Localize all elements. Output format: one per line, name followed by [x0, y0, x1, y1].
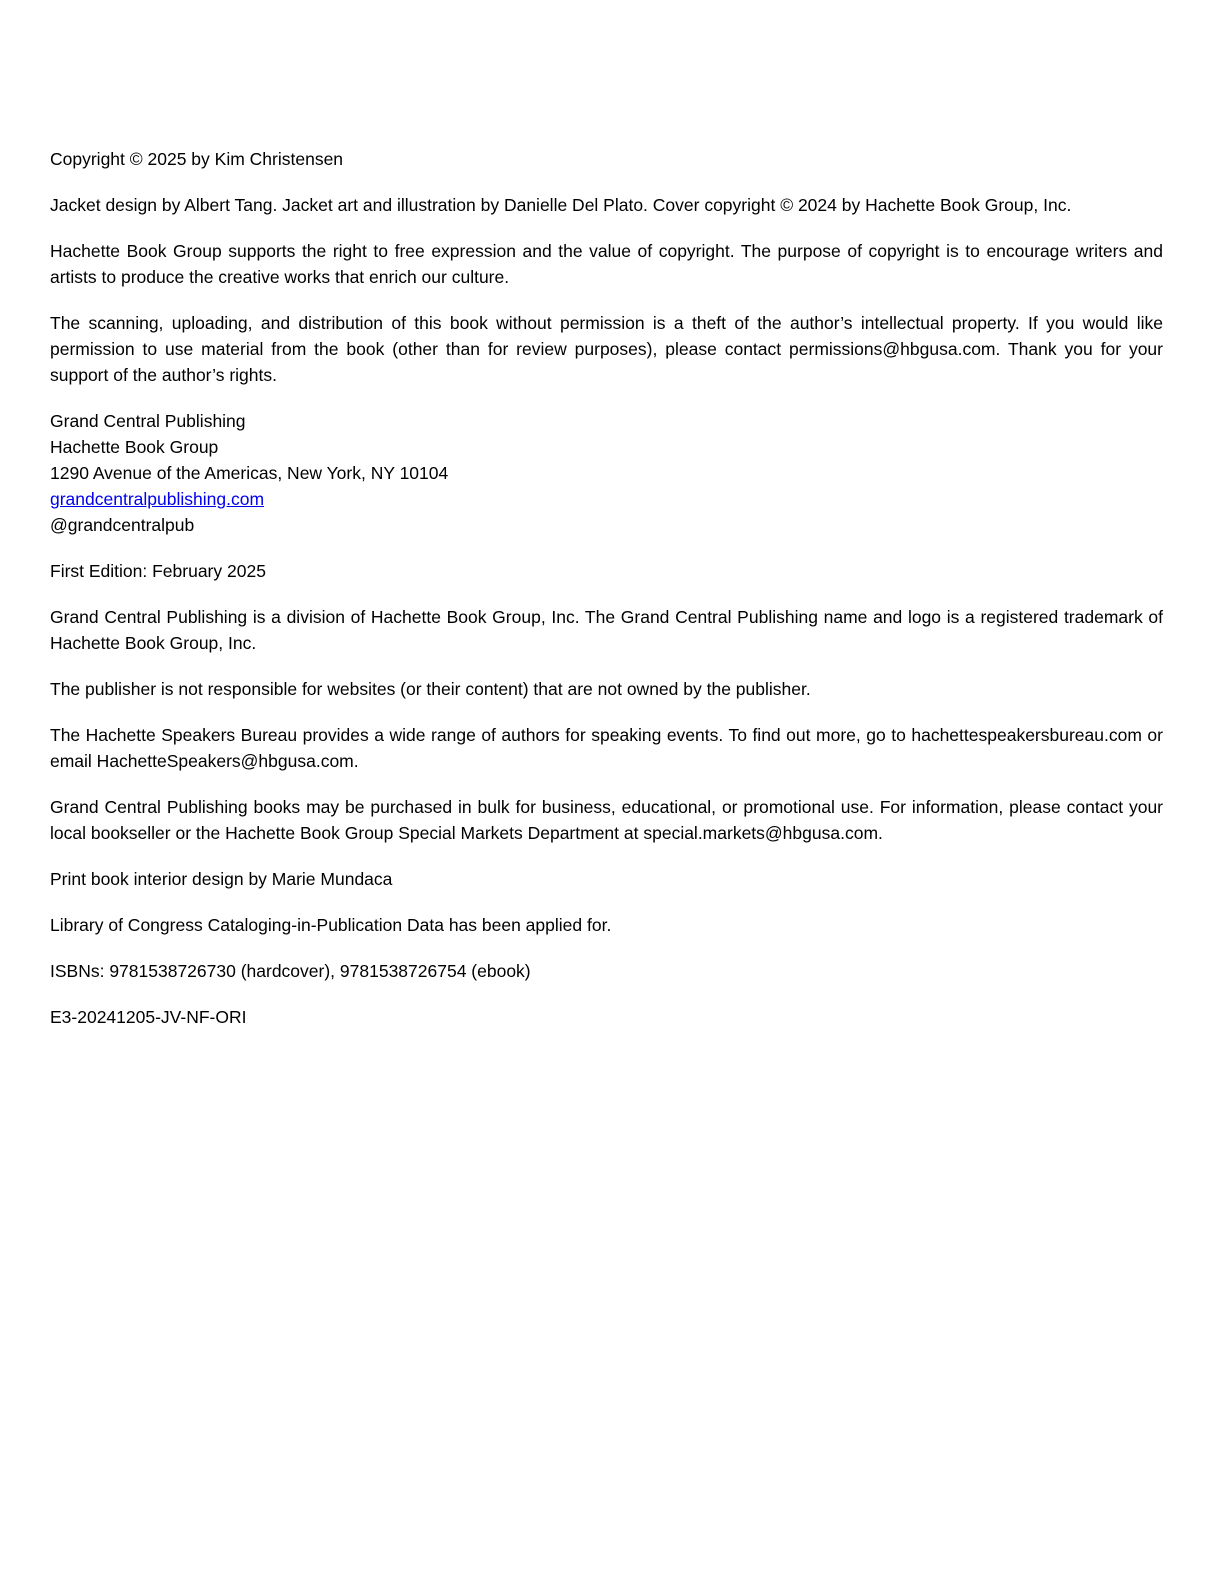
free-expression-notice: Hachette Book Group supports the right to free expression and the value of copyright. The purpose of copyright is to encourage writers and artists to produce the creative works that enrich our culture.	[50, 241, 1163, 287]
isbn-line: ISBNs: 9781538726730 (hardcover), 9781538726754 (ebook)	[50, 961, 531, 981]
publisher-website-link[interactable]: grandcentralpublishing.com	[50, 489, 265, 509]
loc-cataloging-line: Library of Congress Cataloging-in-Publication Data has been applied for.	[50, 915, 612, 935]
division-notice: Grand Central Publishing is a division of Hachette Book Group, Inc. The Grand Central Publishing name and logo is a registered trademark of Hachette Book Group, Inc.	[50, 607, 1163, 653]
edition-line: First Edition: February 2025	[50, 561, 266, 581]
interior-design-credit: Print book interior design by Marie Mundaca	[50, 869, 393, 889]
publisher-group: Hachette Book Group	[50, 437, 219, 457]
bulk-purchase-notice: Grand Central Publishing books may be purchased in bulk for business, educational, or promotional use. For information, please contact your local bookseller or the Hachette Book Group Special Markets Department at special.markets@hbgusa.com.	[50, 797, 1163, 843]
ebook-code-line: E3-20241205-JV-NF-ORI	[50, 1007, 247, 1027]
publisher-social-handle: @grandcentralpub	[50, 515, 195, 535]
copyright-line: Copyright © 2025 by Kim Christensen	[50, 149, 344, 169]
publisher-name: Grand Central Publishing	[50, 411, 246, 431]
piracy-notice: The scanning, uploading, and distribution of this book without permission is a theft of the author’s intellectual property. If you would like permission to use material from the book (other than for review purposes), please contact permissions@hbgusa.com. Thank you for your support of the author’s rights.	[50, 313, 1163, 385]
copyright-page	[50, 146, 1163, 1050]
publisher-address-block	[50, 408, 1163, 538]
website-disclaimer: The publisher is not responsible for websites (or their content) that are not owned by the publisher.	[50, 679, 811, 699]
publisher-street-address: 1290 Avenue of the Americas, New York, NY 10104	[50, 463, 449, 483]
jacket-credit: Jacket design by Albert Tang. Jacket art and illustration by Danielle Del Plato. Cover copyright © 2024 by Hachette Book Group, Inc.	[50, 195, 1072, 215]
speakers-bureau-notice: The Hachette Speakers Bureau provides a wide range of authors for speaking events. To find out more, go to hachettespeakersbureau.com or email HachetteSpeakers@hbgusa.com.	[50, 725, 1163, 771]
